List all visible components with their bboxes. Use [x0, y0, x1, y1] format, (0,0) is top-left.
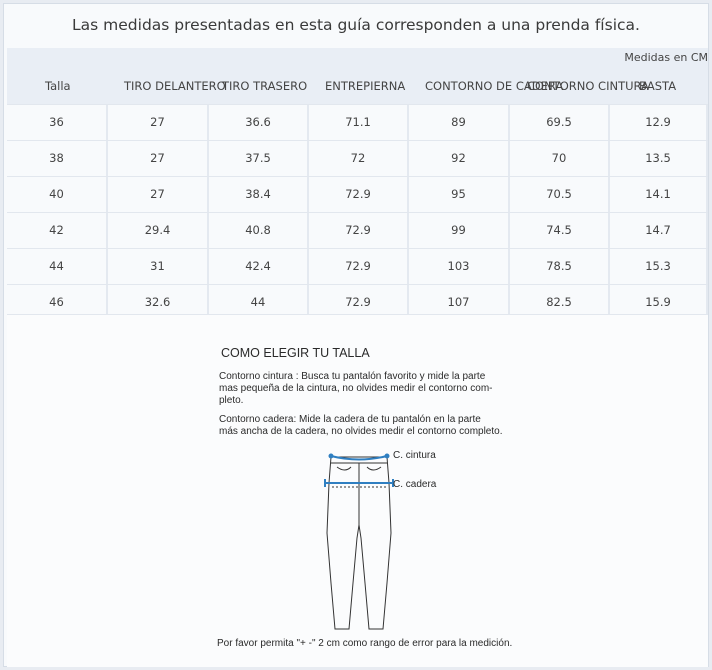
- cell-contorno-cadera: 99: [409, 213, 510, 248]
- header-tiro-trasero: TIRO TRASERO: [222, 79, 308, 93]
- waist-label: C. cintura: [393, 450, 436, 461]
- cell-tiro-delantero: 31: [108, 249, 209, 284]
- cell-basta: 15.9: [610, 285, 708, 320]
- cell-basta: 14.7: [610, 213, 708, 248]
- table-header: [7, 68, 708, 104]
- cell-contorno-cintura: 70: [510, 141, 610, 176]
- header-entrepierna: ENTREPIERNA: [325, 79, 406, 93]
- cell-contorno-cadera: 89: [409, 105, 510, 140]
- hip-instruction-2: más ancha de la cadera, no olvides medir el contorno completo.: [219, 426, 503, 437]
- cell-contorno-cintura: 69.5: [510, 105, 610, 140]
- cell-contorno-cadera: 92: [409, 141, 510, 176]
- cell-contorno-cadera: 95: [409, 177, 510, 212]
- cell-basta: 15.3: [610, 249, 708, 284]
- hip-instruction-1: Contorno cadera: Mide la cadera de tu pantalón en la parte: [219, 414, 481, 425]
- table-row: [7, 212, 708, 248]
- cell-contorno-cintura: 82.5: [510, 285, 610, 320]
- cell-tiro-trasero: 36.6: [209, 105, 309, 140]
- table-body: [7, 104, 708, 320]
- how-to-measure-guide: [7, 314, 708, 667]
- cell-tiro-delantero: 27: [108, 177, 209, 212]
- header-contorno-cadera: CONTORNO DE CADERA: [425, 79, 564, 93]
- cell-talla: 44: [7, 249, 108, 284]
- cell-contorno-cintura: 74.5: [510, 213, 610, 248]
- table-row: [7, 140, 708, 176]
- header-contorno-cintura: CONTORNO CINTURA: [527, 79, 649, 93]
- cell-talla: 46: [7, 285, 108, 320]
- cell-basta: 14.1: [610, 177, 708, 212]
- cell-tiro-delantero: 32.6: [108, 285, 209, 320]
- cell-tiro-trasero: 38.4: [209, 177, 309, 212]
- cell-tiro-trasero: 40.8: [209, 213, 309, 248]
- units-row: [7, 48, 708, 68]
- cell-tiro-trasero: 42.4: [209, 249, 309, 284]
- cell-contorno-cintura: 70.5: [510, 177, 610, 212]
- cell-basta: 12.9: [610, 105, 708, 140]
- cell-entrepierna: 72.9: [309, 213, 409, 248]
- cell-entrepierna: 72.9: [309, 177, 409, 212]
- size-table: [7, 48, 708, 320]
- cell-tiro-trasero: 44: [209, 285, 309, 320]
- cell-talla: 38: [7, 141, 108, 176]
- cell-talla: 42: [7, 213, 108, 248]
- guide-title: COMO ELEGIR TU TALLA: [221, 346, 370, 360]
- table-row: [7, 104, 708, 140]
- cell-tiro-trasero: 37.5: [209, 141, 309, 176]
- table-row: [7, 176, 708, 212]
- cell-entrepierna: 72.9: [309, 249, 409, 284]
- guide-caption: Las medidas presentadas en esta guía corresponden a una prenda física.: [4, 4, 708, 46]
- waist-instruction-2: mas pequeña de la cintura, no olvides medir el contorno com-: [219, 383, 493, 394]
- cell-entrepierna: 71.1: [309, 105, 409, 140]
- cell-talla: 36: [7, 105, 108, 140]
- cell-tiro-delantero: 29.4: [108, 213, 209, 248]
- cell-talla: 40: [7, 177, 108, 212]
- header-talla: Talla: [45, 79, 71, 93]
- hip-label: C. cadera: [393, 479, 437, 490]
- cell-tiro-delantero: 27: [108, 105, 209, 140]
- cell-tiro-delantero: 27: [108, 141, 209, 176]
- cell-contorno-cadera: 107: [409, 285, 510, 320]
- header-basta: BASTA: [639, 79, 677, 93]
- size-guide-panel: [3, 3, 709, 667]
- cell-contorno-cadera: 103: [409, 249, 510, 284]
- cell-basta: 13.5: [610, 141, 708, 176]
- units-note: Medidas en CM: [624, 51, 708, 64]
- pants-illustration: [317, 443, 437, 633]
- cell-entrepierna: 72.9: [309, 285, 409, 320]
- waist-instruction-3: pleto.: [219, 395, 244, 406]
- error-margin-note: Por favor permita "+ -" 2 cm como rango de error para la medición.: [217, 638, 513, 649]
- table-row: [7, 248, 708, 284]
- cell-entrepierna: 72: [309, 141, 409, 176]
- waist-instruction-1: Contorno cintura : Busca tu pantalón favorito y mide la parte: [219, 371, 486, 382]
- cell-contorno-cintura: 78.5: [510, 249, 610, 284]
- header-tiro-delantero: TIRO DELANTERO: [124, 79, 226, 93]
